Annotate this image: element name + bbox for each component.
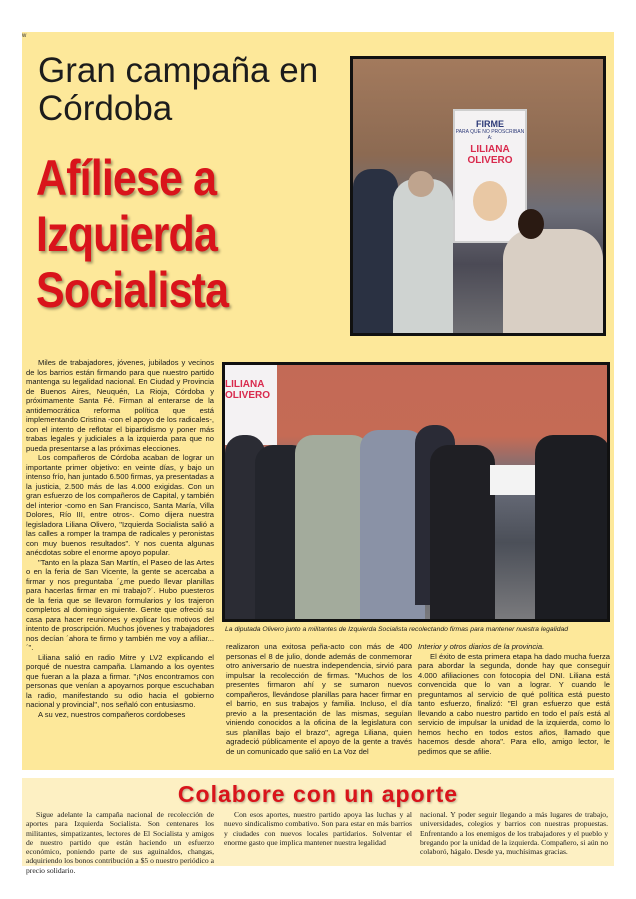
article-column-2: realizaron una exitosa peña-acto con más de 400 personas el 8 de julio, donde además de conmemorar otro aniversario de nuestra independencia, sirvió para impulsar la recolección de firmas. "Muchos de los presentes firmaron ahí y se sumaron nuevos compañeros, llevándose planillas para hacer firmar en el barrio, en sus trabajos y familia. Incluso, el día previo a la presentación de las mismas, seguían viniendo conocidos a la oficina de la legislatura con sus planillas bajo el brazo", agrega Liliana, quien agradeció públicamente el apoyo de la gente a través de un comunicado que salió en La Voz del: [226, 642, 412, 756]
photo-person: [430, 445, 495, 619]
donation-column-1: Sigue adelante la campaña nacional de recolección de aportes para Izquierda Socialista. Son centenares los militantes, simpatizantes, lectores de El Socialista y amigos de nuestro partido que están haciendo un esfuerzo económico, poniendo parte de sus aguinaldos, changas, adquiriendo los bonos contribución a $5 o nuestro periódico a precio solidario.: [26, 810, 214, 875]
campaign-sign: LILIANA OLIVERO: [225, 365, 277, 445]
donation-column-2: Con esos aportes, nuestro partido apoya las luchas y al nuevo sindicalismo combativo. Son para estar en más barrios y ciudades con nuevos locales partidarios. Solventar el enorme gasto que implica mantener nuestra legalidad: [224, 810, 412, 847]
headline-line-1: Afíliese a: [36, 150, 217, 206]
donation-box-title: Colabore con un aporte: [177, 781, 459, 807]
photo-signature-collection: [222, 362, 610, 622]
candidate-face: [473, 181, 507, 221]
clipboard: [490, 465, 540, 495]
photo-person-head: [518, 209, 544, 239]
headline-line-2: Izquierda: [36, 206, 218, 262]
campaign-sign: FIRME PARA QUE NO PROSCRIBAN A: LILIANA OLIVERO: [453, 109, 527, 243]
main-headline: [36, 150, 303, 318]
photo-caption: La diputada Olivero junto a militantes de Izquierda Socialista recolectando firmas para mantener nuestra legalidad: [225, 626, 569, 633]
headline-line-3: Socialista: [36, 262, 229, 318]
photo-person-head: [408, 171, 434, 197]
article-column-1: Miles de trabajadores, jóvenes, jubilados y vecinos de los barrios están firmando para que nuestro partido mantenga su legalidad nacional. En Ciudad y Provincia de Buenos Aires, Neuquén, La Rioja, Córdoba y próximamente Santa Fé. Firman al enterarse de la antidemocrática reforma política que está implementando Cristina -con el apoyo de los radicales-, con el intento de reflotar el bipartidismo y poner más trabas legales y judiciales a la izquierda para que no pueda presentarse a las próximas elecciones. Los compañeros de Córdoba acaban de lograr un importante primer objetivo: en veinte días, y bajo un intenso frío, han juntado 6.500 firmas, ya presentadas a la justicia, 2.500 más de las 4.000 exigidas. Con un gran esfuerzo de los compañeros de Capital, y también del interior -como en San Francisco, Santa María, Villa Dolores, Río III, entre otros-. Como dijera nuestra legisladora Liliana Olivero, "Izquierda Socialista salió a las calles a romper la trampa de radicales y peronistas con muy buenos resultados". Y nos cuenta algunas anécdotas sobre el enorme apoyo popular. "Tanto en la plaza San Martín, el Paseo de las Artes o en la feria de San Vicente, la gente se acercaba a firmar y nos preguntaba ´¿me puedo llevar planillas para hacerlas firmar en mi trabajo?´. Hubo puesteros de la feria que se llevaron formularios y los trajeron completos al domingo siguiente. Gente que ofreció su casa para hacer reuniones y explicar los motivos del intento de proscripción. Muchos jóvenes y trabajadores nos decían ´ahora te firmo y también me voy a afiliar...´". Liliana salió en radio Mitre y LV2 explicando el porqué de nuestra campaña. Llamando a los oyentes que fueran a la plaza a firmar. "¡Nos encontramos con personas que venían a apoyarnos porque escuchaban la radio, manifestando su odio hacia el gobierno nacional y provincial", nos señaló con entusiasmo. A su vez, nuestros compañeros cordobeses: [26, 358, 214, 719]
page-mark: w: [22, 33, 27, 39]
photo-person: [535, 435, 607, 619]
photo-street-campaign: [350, 56, 606, 336]
photo-person: [393, 179, 453, 333]
photo-person: [353, 169, 398, 333]
photo-person: [295, 435, 370, 619]
photo-person: [503, 229, 603, 333]
article-column-3: Interior y otros diarios de la provincia. El éxito de esta primera etapa ha dado mucha fuerza para abordar la segunda, donde hay que conseguir 4.000 afiliaciones con fotocopia del DNI. Liliana está convencida que lo van a lograr. Y cuando le preguntamos al servicio de qué política está puesto tanto esfuerzo, finalizó: "El gran esfuerzo que está llevando a cabo nuestro partido en todo el país está al servicio de impulsar la unidad de la izquierda, como lo hemos hecho en todos estos años, llamado que hacemos desde ahora". Para ello, amigo lector, le pedimos que se afilie.: [418, 642, 610, 756]
donation-column-3: nacional. Y poder seguir llegando a más lugares de trabajo, universidades, colegios y barrios con nuestras propuestas. Enfrentando a los enemigos de los trabajadores y el pueblo y bregando por la unidad de la izquierda. Compañero, si aún no colaboró, hágalo. Desde ya, muchísimas gracias.: [420, 810, 608, 857]
kicker-heading: Gran campaña en Córdoba: [38, 51, 319, 128]
